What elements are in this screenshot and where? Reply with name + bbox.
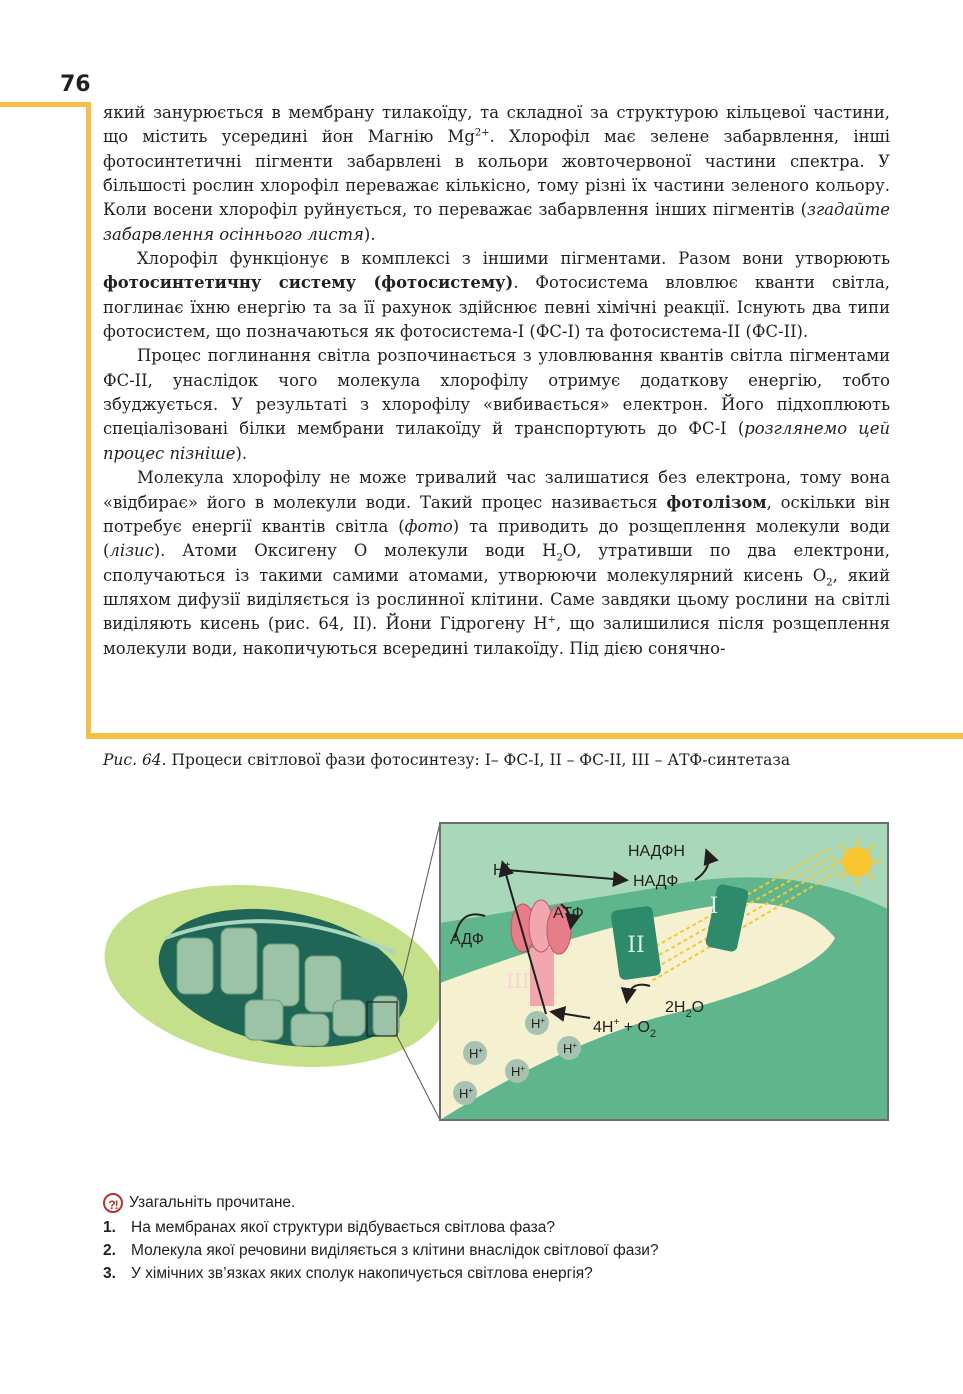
p1-text-d: ). (363, 224, 376, 244)
proton-ion (463, 1041, 487, 1065)
margin-rule-top (0, 102, 91, 107)
p4-text-e: ) та приводить до розщеплення молекули води ( (103, 516, 890, 561)
question-item (103, 1216, 903, 1239)
granum (221, 928, 257, 994)
p4-text-i: , який шляхом дифузії виділяється із рослинної клітини. Саме завдяки цьому рослини на світлі виділяють кисень (рис. 64, ІІ). Йони Гідрогену Н (103, 565, 890, 634)
chloroplast (95, 823, 459, 1120)
h-symbol: H (493, 862, 505, 879)
light-phase-diagram (95, 818, 895, 1128)
figure-caption (103, 751, 933, 769)
question-item (103, 1239, 903, 1262)
sun-disc (842, 847, 872, 877)
p2-bold-term: фотосинтетичну систему (фотосистему) (103, 273, 514, 293)
caption-label: Рис. 64 (103, 751, 162, 769)
reac-o: + O (619, 1019, 650, 1036)
water-subscript: 2 (556, 552, 563, 564)
granum (333, 1000, 365, 1036)
nadf-label: НАДФ (633, 873, 679, 890)
paragraph-1 (103, 101, 890, 247)
p4-italic-foto: фото (404, 516, 453, 536)
questions-heading-row (103, 1190, 903, 1216)
sun-icon (833, 838, 881, 886)
page-number: 76 (60, 72, 91, 97)
p4-bold-term: фотолізом (666, 492, 767, 512)
p2-text-c: . Фотосистема вловлює кванти світла, поглинає їхню енергію та за її рахунок здійснює певні хімічні реакції. Існують два типи фотосистем, що позначаються як фотосистема-І (ФС-І) та фотосистема-ІІ (ФС-ІІ). (103, 273, 890, 342)
question-number: 1. (103, 1218, 116, 1236)
question-number: 3. (103, 1264, 116, 1282)
reac-4h: 4H (593, 1019, 614, 1036)
question-text: У хімічних зв’язках яких сполук накопичується світлова енергія? (131, 1264, 593, 1282)
p3-text-c: ). (235, 443, 248, 463)
granum (177, 938, 213, 994)
margin-rule-bottom (86, 733, 963, 739)
question-text: На мембранах якої структури відбувається світлова фаза? (131, 1218, 556, 1236)
svg-text:H+: H+ (469, 1046, 484, 1061)
question-text: Молекула якої речовини виділяється з клітини внаслідок світлової фази? (131, 1241, 659, 1259)
margin-rule-left (86, 102, 91, 737)
proton-ion (505, 1059, 529, 1083)
oxygen-subscript: 2 (826, 576, 833, 588)
water-sub: 2 (685, 1008, 692, 1020)
svg-text:H+: H+ (459, 1086, 474, 1101)
question-item (103, 1262, 903, 1285)
p4-text-g: ). Атоми Оксигену О молекули води Н (153, 541, 557, 561)
question-exclamation-icon: ?! (103, 1193, 123, 1213)
svg-text:H+: H+ (511, 1064, 526, 1079)
p3-text-a: Процес поглинання світла розпочинається з уловлювання квантів світла пігментами ФС-ІІ, унаслідок чого молекула хлорофілу отримує додаткову енергію, тобто збуджується. У результаті з хлорофілу «вибивається» електрон. Його підхоплюють спеціалізовані білки мембрани тилакоїду й транспортують до ФС-І ( (103, 346, 890, 439)
mg-charge: 2+ (474, 127, 490, 139)
p4-italic-lizys: лізис (109, 541, 154, 561)
svg-text:H+: H+ (563, 1041, 578, 1056)
p4-text-a: Молекула хлорофілу не може тривалий час залишатися без електрона, тому вона «відбирає» його в молекули води. Такий процес називається (103, 468, 890, 512)
figure-64 (95, 818, 895, 1128)
body-text (103, 101, 890, 661)
proton-ion (525, 1011, 549, 1035)
h-charge: + (504, 860, 511, 871)
p1-text-a: який занурюється в мембрану тилакоїду, та складної за структурою кільцевої частини, що містить усередині йон Магнію Mg (103, 103, 890, 147)
reac-sub: 2 (649, 1028, 657, 1040)
p2-text-a: Хлорофіл функціонує в комплексі з іншими пігментами. Разом вони утворюють (137, 249, 890, 269)
hydrogen-charge: + (547, 614, 557, 626)
paragraph-4 (103, 466, 890, 661)
p4-text-j: , що залишилися після розщеплення молекули води, накопичуються всередині тилакоїду. Під дією сонячно- (103, 614, 890, 658)
p1-italic: згадайте забарвлення осіннього листя (103, 200, 890, 244)
reac-charge: + (613, 1017, 620, 1028)
questions-heading: Узагальніть прочитане. (129, 1194, 296, 1211)
nadfn-label: НАДФН (628, 843, 685, 860)
granum (245, 1000, 283, 1040)
review-questions (103, 1190, 903, 1285)
p1-text-b: . Хлорофіл має зелене забарвлення, інші фотосинтетичні пігменти забарвлені в кольори жовточервоної частини спектра. У більшості рослин хлорофіл переважає кількісно, тому різні їх частини зеленого кольору. Коли восени хлорофіл руйнується, то переважає забарвлення інших пігментів ( (103, 127, 890, 220)
question-number: 2. (103, 1241, 116, 1259)
zoom-line-bottom (397, 1036, 440, 1120)
granum (291, 1014, 329, 1046)
photosystem-2-label: II (627, 933, 645, 958)
photosystem-1-label: I (709, 894, 719, 919)
granum (263, 944, 299, 1006)
adf-label: АДФ (450, 931, 484, 948)
svg-text:H+: H+ (531, 1016, 546, 1031)
proton-ion (557, 1036, 581, 1060)
p4-text-h: О, утративши по два електрони, сполучаються із такими самими атомами, утворюючи молекулярний кисень О (103, 541, 891, 585)
proton-ion (453, 1081, 477, 1105)
water-o: O (691, 999, 705, 1016)
atf-label: АТФ (553, 905, 584, 922)
p3-italic: розглянемо цей процес пізніше (103, 419, 890, 463)
p4-text-c: , оскільки він потребує енергії квантів світла ( (103, 492, 890, 536)
caption-text: . Процеси світлової фази фотосинтезу: І– ФС-І, ІІ – ФС-ІІ, ІІІ – АТФ-синтетаза (161, 751, 791, 769)
atp-synthase-label: III (506, 969, 530, 993)
water-h2: 2H (665, 999, 686, 1016)
paragraph-2 (103, 247, 890, 344)
paragraph-3 (103, 344, 890, 466)
